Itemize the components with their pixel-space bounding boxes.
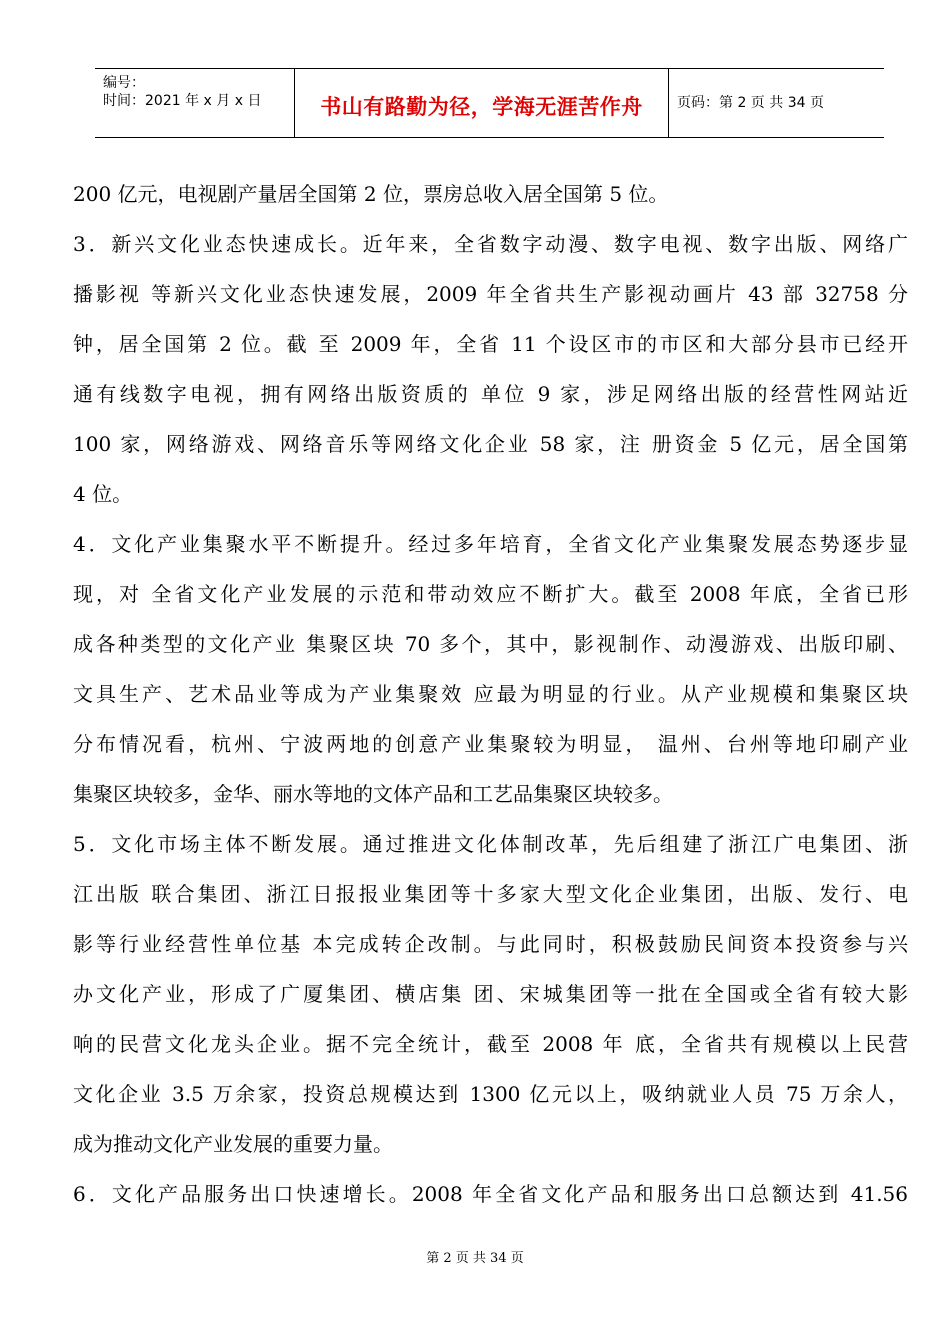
body-line: 成各种类型的文化产业 集聚区块 70 多个，其中，影视制作、动漫游戏、出版印刷、 [73,632,908,656]
body-line: 播影视 等新兴文化业态快速发展，2009 年全省共生产影视动画片 43 部 32758 分 [73,282,908,306]
body-line: 现，对 全省文化产业发展的示范和带动效应不断扩大。截至 2008 年底，全省已形 [73,582,908,606]
body-line: 成为推动文化产业发展的重要力量。 [73,1132,393,1156]
body-line: 办文化产业，形成了广厦集团、横店集 团、宋城集团等一批在全国或全省有较大影 [73,982,908,1006]
header-meta-cell [95,69,295,137]
header-motto-cell [295,69,669,137]
body-line: 分布情况看，杭州、宁波两地的创意产业集聚较为明显， 温州、台州等地印刷产业 [73,732,908,756]
header-table [95,68,884,138]
body-line: 钟，居全国第 2 位。截 至 2009 年，全省 11 个设区市的市区和大部分县市已经开 [73,332,908,356]
body-line: 4 位。 [73,482,133,506]
body-line: 通有线数字电视，拥有网络出版资质的 单位 9 家，涉足网络出版的经营性网站近 [73,382,908,406]
body-line: 200 亿元，电视剧产量居全国第 2 位，票房总收入居全国第 5 位。 [73,182,669,206]
body-line: 影等行业经营性单位基 本完成转企改制。与此同时，积极鼓励民间资本投资参与兴 [73,932,908,956]
body-line: 文化企业 3.5 万余家，投资总规模达到 1300 亿元以上，吸纳就业人员 75 万余人， [73,1082,908,1106]
body-line: 集聚区块较多，金华、丽水等地的文体产品和工艺品集聚区块较多。 [73,782,673,806]
header-page-info: 页码：第 2 页 共 34 页 [677,95,824,111]
body-line: 响的民营文化龙头企业。据不完全统计，截至 2008 年 底，全省共有规模以上民营 [73,1032,908,1056]
time-label: 时间：2021 年 x 月 x 日 [103,93,262,109]
motto-text: 书山有路勤为径，学海无涯苦作舟 [320,95,643,119]
page-footer: 第 2 页 共 34 页 [426,1251,524,1266]
body-text [73,175,908,1225]
body-line: 江出版 联合集团、浙江日报报业集团等十多家大型文化企业集团，出版、发行、电 [73,882,908,906]
serial-label: 编号： [103,75,145,91]
body-line: 文具生产、艺术品业等成为产业集聚效 应最为明显的行业。从产业规模和集聚区块 [73,682,908,706]
body-line: 4．文化产业集聚水平不断提升。经过多年培育，全省文化产业集聚发展态势逐步显 [73,532,908,556]
body-line: 5．文化市场主体不断发展。通过推进文化体制改革，先后组建了浙江广电集团、浙 [73,832,908,856]
body-line: 3．新兴文化业态快速成长。近年来，全省数字动漫、数字电视、数字出版、网络广 [73,232,908,256]
header-page-cell [669,69,884,137]
body-line: 100 家，网络游戏、网络音乐等网络文化企业 58 家，注 册资金 5 亿元，居全国第 [73,432,908,456]
body-line: 6．文化产品服务出口快速增长。2008 年全省文化产品和服务出口总额达到 41.56 [73,1182,908,1206]
